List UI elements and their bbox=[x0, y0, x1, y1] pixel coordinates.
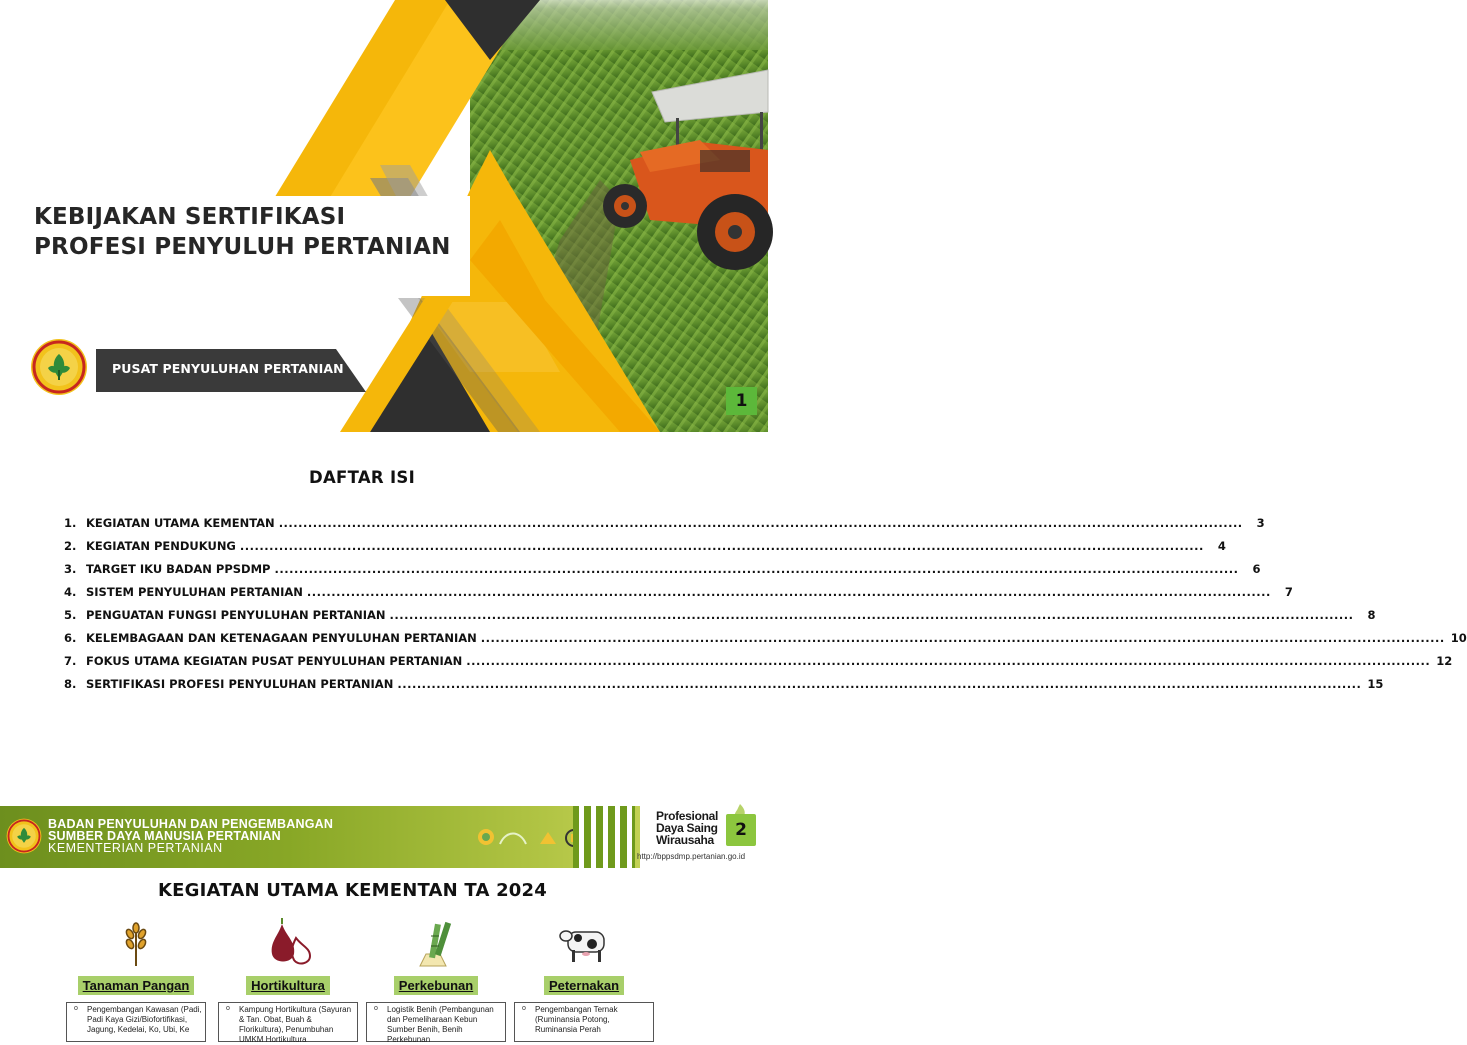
category-text: o Kampung Hortikultura (Sayuran & Tan. Obat, Buah & Florikultura), Penumbuhan UMKM Hortikultura bbox=[218, 1002, 358, 1042]
toc-item-number: 4. bbox=[64, 585, 77, 599]
toc-item-page: 7 bbox=[1284, 585, 1293, 599]
toc-item-number: 1. bbox=[64, 516, 77, 530]
agency-name-line-1: BADAN PENYULUHAN DAN PENGEMBANGAN bbox=[48, 817, 334, 831]
toc-leader-dots bbox=[240, 539, 1204, 553]
toc-item-label: FOKUS UTAMA KEGIATAN PUSAT PENYULUHAN PERTANIAN bbox=[86, 654, 463, 668]
tagline bbox=[656, 810, 718, 846]
toc-item-label: SERTIFIKASI PROFESI PENYULUHAN PERTANIAN bbox=[86, 677, 394, 691]
org-name: PUSAT PENYULUHAN PERTANIAN bbox=[112, 361, 344, 376]
kegiatan-utama-slide bbox=[0, 804, 768, 1044]
website-url: http://bppsdmp.pertanian.go.id bbox=[637, 852, 746, 861]
tagline-line-1: Profesional bbox=[656, 809, 719, 823]
toc-leader-dots bbox=[274, 562, 1238, 576]
toc-item[interactable] bbox=[64, 539, 1226, 562]
toc-item[interactable] bbox=[64, 562, 1261, 585]
tagline-line-2: Daya Saing bbox=[656, 821, 718, 835]
category-label: Perkebunan bbox=[394, 976, 478, 995]
toc-item-page: 3 bbox=[1256, 516, 1265, 530]
partner-logo-icons bbox=[470, 824, 590, 854]
title-line-1: KEBIJAKAN SERTIFIKASI bbox=[34, 204, 346, 230]
toc-title: DAFTAR ISI bbox=[308, 468, 416, 487]
toc-item-page: 15 bbox=[1367, 677, 1384, 691]
toc-item-page: 8 bbox=[1367, 608, 1376, 622]
category-peternakan bbox=[514, 918, 654, 1034]
cow-icon bbox=[554, 918, 614, 968]
toc-item[interactable] bbox=[64, 516, 1265, 539]
category-tanaman-pangan bbox=[66, 918, 206, 1034]
category-label: Tanaman Pangan bbox=[78, 976, 195, 995]
toc-item-number: 7. bbox=[64, 654, 77, 668]
toc-item-page: 6 bbox=[1252, 562, 1261, 576]
page-number-badge: 1 bbox=[726, 387, 757, 415]
category-text: o Logistik Benih (Pembangunan dan Pemeliharaan Kebun Sumber Benih, Benih Perkebunan bbox=[366, 1002, 506, 1042]
toc-item-label: KEGIATAN PENDUKUNG bbox=[86, 539, 236, 553]
shallot-icon bbox=[258, 918, 318, 968]
title-box bbox=[20, 196, 470, 296]
toc-item[interactable] bbox=[64, 654, 1453, 677]
toc-item-label: SISTEM PENYULUHAN PERTANIAN bbox=[86, 585, 303, 599]
toc-item-label: TARGET IKU BADAN PPSDMP bbox=[86, 562, 271, 576]
header-stripes bbox=[573, 806, 635, 868]
title-line-2: PROFESI PENYULUH PERTANIAN bbox=[34, 234, 451, 260]
sugarcane-icon bbox=[406, 918, 466, 968]
toc-leader-dots bbox=[279, 516, 1243, 530]
toc-leader-dots bbox=[390, 608, 1354, 622]
toc-item-label: KELEMBAGAAN DAN KETENAGAAN PENYULUHAN PERTANIAN bbox=[86, 631, 477, 645]
ministry-emblem-icon bbox=[30, 338, 88, 396]
agency-name-line-2: SUMBER DAYA MANUSIA PERTANIAN bbox=[48, 829, 281, 843]
toc-item-page: 10 bbox=[1450, 631, 1467, 645]
slide-title: KEGIATAN UTAMA KEMENTAN TA 2024 bbox=[158, 880, 547, 901]
category-text: o Pengembangan Kawasan (Padi, Padi Kaya Gizi/Biofortifikasi, Jagung, Kedelai, Ko, Ubi, Ke bbox=[66, 1002, 206, 1042]
page-number-badge: 2 bbox=[726, 814, 756, 846]
toc-item-page: 4 bbox=[1217, 539, 1226, 553]
toc-item[interactable] bbox=[64, 677, 1384, 700]
toc-leader-dots bbox=[307, 585, 1271, 599]
agency-name bbox=[48, 818, 333, 855]
ministry-emblem-icon bbox=[6, 818, 42, 854]
wheat-icon bbox=[106, 918, 166, 968]
toc-item[interactable] bbox=[64, 585, 1293, 608]
agency-name-line-3: KEMENTERIAN PERTANIAN bbox=[48, 841, 223, 855]
org-band bbox=[96, 349, 366, 392]
category-label: Peternakan bbox=[544, 976, 624, 995]
category-label: Hortikultura bbox=[246, 976, 330, 995]
category-hortikultura bbox=[218, 918, 358, 1044]
toc-item[interactable] bbox=[64, 631, 1467, 654]
toc-item-label: PENGUATAN FUNGSI PENYULUHAN PERTANIAN bbox=[86, 608, 386, 622]
toc-item-label: KEGIATAN UTAMA KEMENTAN bbox=[86, 516, 275, 530]
toc-leader-dots bbox=[466, 654, 1430, 668]
toc-item[interactable] bbox=[64, 608, 1376, 631]
table-of-contents bbox=[0, 432, 1467, 804]
title-slide bbox=[0, 0, 768, 432]
toc-leader-dots bbox=[397, 677, 1361, 691]
toc-item-number: 6. bbox=[64, 631, 77, 645]
category-text: o Pengembangan Ternak (Ruminansia Potong, Ruminansia Perah bbox=[514, 1002, 654, 1042]
toc-item-number: 8. bbox=[64, 677, 77, 691]
toc-item-number: 3. bbox=[64, 562, 77, 576]
toc-list bbox=[64, 516, 1467, 700]
toc-item-number: 5. bbox=[64, 608, 77, 622]
toc-leader-dots bbox=[481, 631, 1445, 645]
toc-item-page: 12 bbox=[1436, 654, 1453, 668]
agency-header bbox=[0, 806, 640, 868]
category-perkebunan bbox=[366, 918, 506, 1044]
tagline-line-3: Wirausaha bbox=[656, 833, 714, 847]
toc-item-number: 2. bbox=[64, 539, 77, 553]
